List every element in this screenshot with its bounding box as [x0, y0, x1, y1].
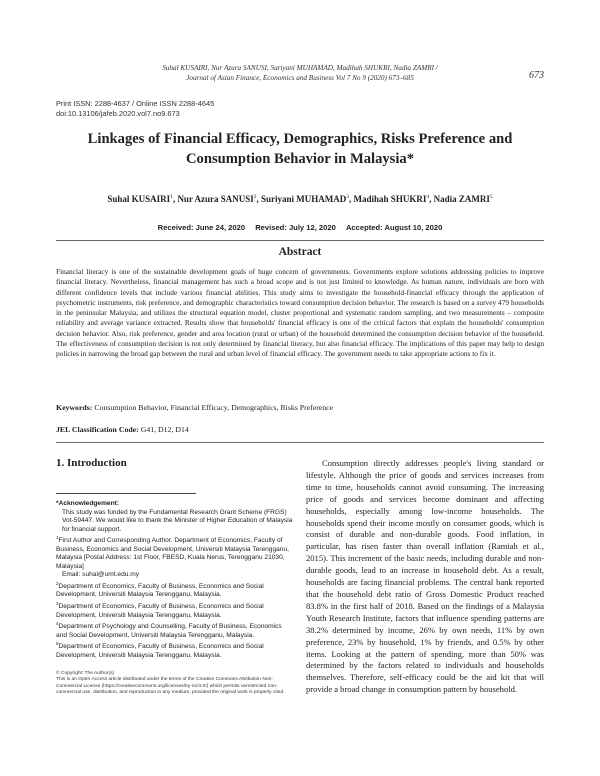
running-head-authors: Suhal KUSAIRI, Nur Azura SANUSI, Suriyani MUHAMAD, Madihah SHUKRI, Nadia ZAMRI / — [162, 64, 438, 72]
issn-line: Print ISSN: 2288-4637 / Online ISSN 2288-4645 — [56, 99, 215, 108]
footnote-text: First Author and Corresponding Author. Department of Economics, Faculty of Business, Economics and Social Development, Universiti Malaysia Terengganu, Malaysia [Postal Address: 1st Floor, FBESD, Kuala Nerus, Terengganu 21030, Malaysia] — [56, 537, 289, 570]
footnotes — [56, 500, 294, 660]
acknowledgement-heading: *Acknowledgement: — [56, 500, 120, 507]
keywords-label: Keywords: — [56, 403, 93, 412]
author-affiliation-marker: 1 — [170, 194, 173, 200]
author-separator: , — [256, 194, 262, 204]
received-date: Received: June 24, 2020 — [157, 223, 246, 232]
keywords-text: Consumption Behavior, Financial Efficacy, Demographics, Risks Preference — [92, 403, 334, 412]
footnote-text: Department of Economics, Faculty of Business, Economics and Social Development, Universiti Malaysia Terengganu, Malaysia. — [56, 603, 264, 619]
author-name: Nur Azura SANUSI — [177, 194, 254, 204]
footnote-divider — [56, 493, 196, 494]
submission-dates — [56, 223, 544, 232]
author-affiliation-marker: 2 — [253, 194, 257, 200]
title-line-1: Linkages of Financial Efficacy, Demographics, Risks Preference and — [87, 131, 513, 147]
author-name: Nadia ZAMRI — [433, 194, 490, 204]
issn-block — [56, 99, 214, 119]
footnote-text: Department of Economics, Faculty of Business, Economics and Social Development, Universiti Malaysia Terengganu, Malaysia. — [56, 643, 264, 659]
abstract-heading: Abstract — [278, 246, 322, 258]
author-email: Email: suhal@umt.edu.my — [62, 571, 140, 579]
footnote-3 — [56, 600, 294, 620]
footnote-1 — [56, 534, 294, 571]
jel-codes: G41, D12, D14 — [138, 425, 189, 434]
author-name: Suriyani MUHAMAD — [261, 194, 347, 204]
author-name: Madihah SHUKRI — [353, 194, 427, 204]
author-separator: , — [429, 194, 434, 204]
page-number: 673 — [529, 70, 544, 81]
footnote-marker: 2 — [56, 580, 59, 586]
accepted-date: Accepted: August 10, 2020 — [345, 223, 443, 232]
doi-line: doi:10.13106/jafeb.2020.vol7.no9.673 — [56, 109, 180, 118]
keywords-line — [56, 403, 544, 412]
copyright-line: © Copyright: The Author(s) — [56, 671, 115, 676]
jel-line — [56, 425, 544, 434]
paper-title — [56, 129, 544, 169]
jel-label: JEL Classification Code: — [56, 425, 139, 434]
footnote-5 — [56, 640, 294, 660]
author-separator: , — [349, 194, 354, 204]
abstract-text: Financial literacy is one of the sustainable development goals of huge concern of governments. Governments explore solutions addressing policies to improve financial literacy. Nevertheless, financial management has such a broad scope and is not just limited to knowledge. As human nature, individuals are born with different confidence levels that include various financial abilities. This study aims to investigate the household-financial efficacy through the application of psychometric instruments, risk preference, and demographic characteristics toward consumption decision behavior. The research is based on a survey 479 households in the peninsular Malaysia, and utilizes the structural equation model, cluster proportional and systematic random sampling, and two measurements – composite reliability and average variance extracted. Results show that households' financial efficacy is one of the critical factors that explain the households' consumption decision behavior. Also, risk preference, gender and area location (rural or urban) of the household determined the consumption decision behavior of the household. The effectiveness of consumption decision is not only determined by financial literacy, but also financial efficacy. The implications of this paper may help to design policies in narrowing the broad gap between the rural and urban level of financial efficacy. The government needs to take appropriate actions to fix it. — [56, 267, 544, 359]
divider-bottom — [56, 442, 544, 443]
footnote-marker: 1 — [56, 535, 59, 540]
footnote-marker: 3 — [56, 600, 59, 606]
revised-date: Revised: July 12, 2020 — [255, 223, 336, 232]
divider-top — [56, 240, 544, 241]
footnote-marker: 5 — [56, 641, 59, 647]
footnote-2 — [56, 580, 294, 600]
footnote-text: Department of Economics, Faculty of Business, Economics and Social Development, Universiti Malaysia Terengganu, Malaysia. — [56, 582, 264, 599]
footnote-4 — [56, 620, 294, 640]
title-line-2: Consumption Behavior in Malaysia* — [186, 151, 414, 167]
acknowledgement-text: This study was funded by the Fundamental Research Grant Scheme (FRGS) Vot-59447. We would like to thank the Minister of Higher Education of Malaysia for financial support. — [62, 508, 293, 533]
running-head — [110, 63, 490, 83]
footnote-marker: 4 — [56, 621, 59, 627]
running-head-journal: Journal of Asian Finance, Economics and Business Vol 7 No 9 (2020) 673–685 — [186, 74, 414, 82]
author-affiliation-marker: 4 — [426, 194, 430, 200]
copyright-notice — [56, 671, 296, 696]
introduction-body: Consumption directly addresses people's living standard or lifestyle. Although the price of goods and services increases from time to time, households cannot avoid consuming. The increasing price of goods and services become dominant and affecting households, especially among low-income households. The households spend their income mostly on consumer goods, which is consist of durable and non-durable goods. Food inflation, in particular, has risen faster than overall inflation (Ramiah et al., 2015). This increment of the basic needs, including durable and non-durable goods, lead to an increase in household debt. As a result, households are facing financial problems. The central bank reported that the household debt ratio of Gross Domestic Product reached 83.8% in the first half of 2018. Based on the findings of a Malaysia Youth Research Institute, factors that influence spending patterns are 38.2% determined by income, 26% by own needs, 11% by own preference, 23% by household, 1% by friends, and 0.5% by other items. Looking at the pattern of spending, more than 50% was determined by the factors related to individuals and households themselves. Therefore, self-efficacy could be the aid kit that will provide a broad change in consumption pattern by household. — [306, 458, 544, 695]
author-affiliation-marker: 3 — [346, 194, 350, 200]
author-affiliation-marker: 5 — [489, 194, 493, 200]
author-list — [56, 194, 544, 204]
license-text: This is an Open Access article distributed under the terms of the Creative Commons Attribution Non-Commercial License (https://creativecommons.org/licenses/by-nc/4.0/) which permits unrestricted non-commercial use, distribution, and reproduction in any medium, provided the original work is properly cited. — [56, 677, 285, 695]
footnote-text: Department of Psychology and Counselling, Faculty of Business, Economics and Social Development, Universiti Malaysia Terengganu, Malaysia. — [56, 623, 282, 639]
author-separator: , — [172, 194, 178, 204]
author-name: Suhal KUSAIRI — [107, 194, 171, 204]
section-heading-introduction: 1. Introduction — [56, 457, 127, 469]
